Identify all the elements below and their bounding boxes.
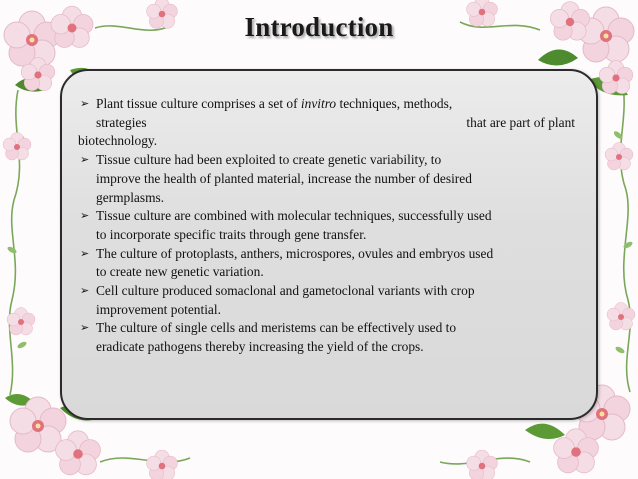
bullet-line: germplasms. xyxy=(96,189,165,205)
arrow-bullet-icon: ➢ xyxy=(80,321,90,335)
bullet-line: eradicate pathogens thereby increasing the yield of the crops. xyxy=(96,339,424,355)
flower-right-middle xyxy=(602,140,636,174)
bullet-line: The culture of protoplasts, anthers, microspores, ovules and embryos used xyxy=(96,245,494,261)
bullet-text: that are part of plant xyxy=(466,114,575,130)
bullet-line: biotechnology. xyxy=(78,133,158,149)
list-item xyxy=(78,95,575,151)
bullet-line: Cell culture produced somaclonal and gametoclonal variants with crop xyxy=(96,283,475,299)
arrow-bullet-icon: ➢ xyxy=(80,246,90,260)
bullet-line: Tissue culture had been exploited to create genetic variability, to xyxy=(96,152,442,168)
bullet-line xyxy=(96,114,575,133)
flower-bottom-center-left xyxy=(142,450,182,479)
arrow-bullet-icon: ➢ xyxy=(80,97,90,110)
bullet-text-italic: invitro xyxy=(300,96,337,111)
bullet-line: improvement potential. xyxy=(96,301,221,317)
flower-right-lower xyxy=(604,300,638,334)
bullet-list xyxy=(78,95,575,357)
arrow-bullet-icon: ➢ xyxy=(80,209,90,223)
bullet-line: to create new genetic variation. xyxy=(96,264,264,280)
arrow-bullet-icon: ➢ xyxy=(80,153,90,167)
slide-title: Introduction xyxy=(244,12,394,42)
bullet-line xyxy=(96,95,575,114)
bullet-line: The culture of single cells and meristems can be effectively used to xyxy=(96,320,457,336)
list-item xyxy=(78,207,575,244)
arrow-bullet-icon: ➢ xyxy=(80,284,90,298)
bullet-line: Tissue culture are combined with molecular techniques, successfully used xyxy=(96,208,492,224)
bullet-text: strategies xyxy=(96,114,147,130)
bullet-text: Plant tissue culture comprises a set of xyxy=(96,96,301,111)
flower-bottom-center-right xyxy=(462,450,502,479)
bullet-text: techniques, methods, xyxy=(336,96,453,111)
list-item xyxy=(78,245,575,282)
bullet-line: to incorporate specific traits through gene transfer. xyxy=(96,226,367,242)
bullet-line: improve the health of planted material, increase the number of desired xyxy=(96,170,472,186)
list-item xyxy=(78,151,575,207)
list-item xyxy=(78,282,575,319)
flower-left-middle xyxy=(0,130,34,164)
list-item xyxy=(78,319,575,356)
flower-left-lower xyxy=(4,305,38,339)
